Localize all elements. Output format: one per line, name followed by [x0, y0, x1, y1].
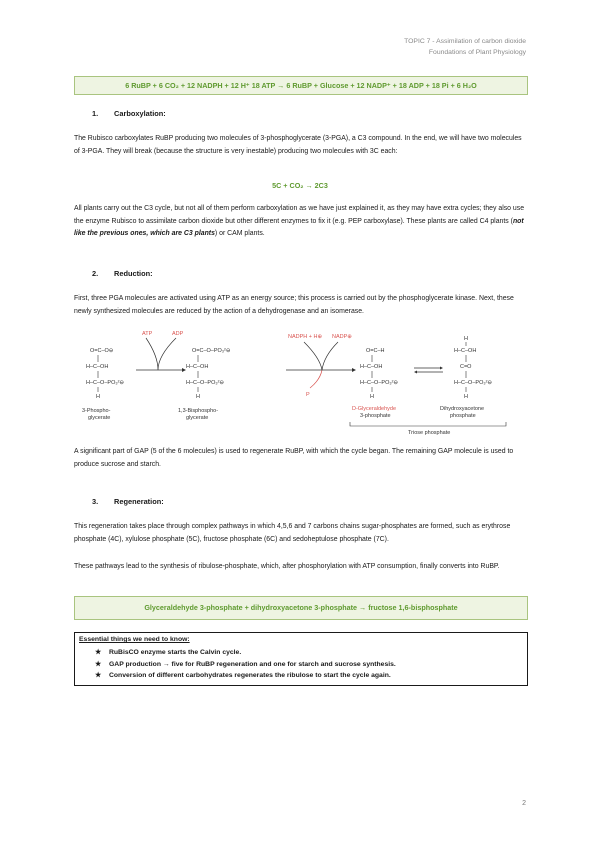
- star-icon: ★: [95, 660, 102, 668]
- carboxylation-paragraph: The Rubisco carboxylates RuBP producing two molecules of 3-phosphoglycerate (3-PGA), a C3 compound. In the end, we will have two molecules of 3-PGA. They will break (because the structure is very inestable) producing two molecules with 3C each:: [74, 135, 522, 155]
- essential-item-text: GAP production → five for RuBP regeneration and one for starch and sucrose synthesis.: [109, 660, 396, 668]
- svg-text:H–C–OH: H–C–OH: [86, 364, 109, 370]
- header-topic: TOPIC 7 - Assimilation of carbon dioxide: [404, 38, 526, 45]
- reduction-pathway-diagram: [74, 326, 526, 436]
- essential-item-text: RuBisCO enzyme starts the Calvin cycle.: [109, 649, 242, 656]
- adp-label: ADP: [172, 331, 184, 337]
- essential-item-text: Conversion of different carbohydrates regenerates the ribulose to start the cycle again.: [109, 672, 391, 679]
- gap-usage-paragraph: A significant part of GAP (5 of the 6 molecules) is used to regenerate RuBP, with which the cycle began. The remaining GAP molecule is used to produce sucrose and starch.: [74, 448, 514, 468]
- svg-text:H–C–OH: H–C–OH: [186, 364, 209, 370]
- star-icon: ★: [95, 672, 102, 679]
- phosphoglycerate-label-1: 3-Phospho-: [82, 408, 111, 414]
- section-number: 1.: [92, 109, 99, 118]
- svg-text:H–C–OH: H–C–OH: [454, 348, 477, 354]
- phosphate-label: P: [306, 392, 310, 398]
- c4-text-italic: not like the previous ones, which are C3 plants: [74, 217, 524, 237]
- svg-text:O=C–H: O=C–H: [366, 348, 385, 354]
- bisphosphoglycerate-label-2: glycerate: [186, 415, 209, 421]
- glyceraldehyde-label-2: 3-phosphate: [360, 413, 391, 419]
- c4-text-end: ) or CAM plants.: [214, 230, 265, 237]
- dihydroxyacetone-label-2: phosphate: [450, 413, 476, 419]
- glyceraldehyde-structure: [360, 348, 398, 400]
- c4-text-start: All plants carry out the C3 cycle, but not all of them perform carboxylation as we have just explained it, as they may have extra cycles; they also use the enzyme Rubisco to assimilate carbon dioxide but other different enzymes to fix it (e.g. PEP carboxylase). These plants are called C4 plants (: [74, 205, 525, 225]
- svg-text:O=C–O⊖: O=C–O⊖: [90, 348, 114, 354]
- dihydroxyacetone-label-1: Dihydroxyacetone: [440, 406, 485, 412]
- isomerase-forward-arrowhead: [440, 367, 443, 370]
- essentials-list: [95, 647, 396, 682]
- glyceraldehyde-label-1: D-Glyceraldehyde: [352, 406, 397, 412]
- reduction-paragraph: First, three PGA molecules are activated using ATP as an energy source; this process is carried out by the phosphoglycerate kinase. Next, these newly synthesized molecules are reduced by the action of a dehydrogenase and an isomerase.: [74, 295, 514, 315]
- svg-text:H–C–O–PO₃²⊖: H–C–O–PO₃²⊖: [360, 380, 399, 386]
- svg-text:O=C–O–PO₃²⊖: O=C–O–PO₃²⊖: [192, 348, 231, 354]
- section-title: Regeneration:: [114, 497, 164, 506]
- section-title: Reduction:: [114, 269, 153, 278]
- overall-equation: 6 RuBP + 6 CO₂ + 12 NADPH + 12 H⁺ 18 ATP → 6 RuBP + Glucose + 12 NADP⁺ + 18 ADP + 18 Pi + 6 H₂O: [125, 81, 477, 90]
- svg-text:H: H: [464, 336, 468, 342]
- regeneration-paragraph: This regeneration takes place through complex pathways in which 4,5,6 and 7 carbons chains sugar-phosphates are formed, such as erythrose phosphate (4C), xylulose phosphate (5C), fructose phosphate (6C) and sedoheptulose phosphate (7C).: [74, 523, 511, 543]
- overall-equation-box: [74, 76, 528, 95]
- svg-text:H–C–O–PO₃²⊖: H–C–O–PO₃²⊖: [454, 380, 493, 386]
- list-item: [95, 659, 396, 671]
- svg-text:H–C–O–PO₃²⊖: H–C–O–PO₃²⊖: [186, 380, 225, 386]
- section-heading-regeneration: [92, 497, 164, 506]
- phosphoglycerate-structure: [86, 348, 124, 400]
- isomerase-reverse-arrowhead: [414, 371, 417, 374]
- section-number: 2.: [92, 269, 99, 278]
- triose-phosphate-label: Triose phosphate: [408, 430, 451, 436]
- section-title: Carboxylation:: [114, 109, 166, 118]
- dehydrogenase-arrowhead: [352, 368, 356, 372]
- c4-plants-paragraph: [74, 203, 528, 241]
- ribulose-paragraph: These pathways lead to the synthesis of ribulose-phosphate, which, after phosphorylation with ATP consumption, finally converts into RuBP.: [74, 563, 500, 570]
- fructose-equation: Glyceraldehyde 3-phosphate + dihydroxyacetone 3-phosphate → fructose 1,6-bisphosphate: [144, 603, 458, 612]
- dihydroxyacetone-structure: [454, 336, 492, 400]
- svg-text:H: H: [370, 394, 374, 400]
- svg-text:H–C–O–PO₃²⊖: H–C–O–PO₃²⊖: [86, 380, 125, 386]
- section-number: 3.: [92, 497, 99, 506]
- page-number: 2: [522, 800, 526, 807]
- list-item: [95, 647, 396, 659]
- section-heading-carboxylation: [92, 109, 166, 118]
- svg-text:H: H: [96, 394, 100, 400]
- essentials-box: [74, 632, 528, 686]
- fructose-equation-box: [74, 596, 528, 620]
- svg-text:H: H: [196, 394, 200, 400]
- star-icon: ★: [95, 649, 102, 656]
- svg-text:H–C–OH: H–C–OH: [360, 364, 383, 370]
- phosphate-release-curve: [310, 370, 322, 388]
- phosphoglycerate-label-2: glycerate: [88, 415, 111, 421]
- triose-bracket: [350, 422, 506, 426]
- header-course: Foundations of Plant Physiology: [428, 49, 526, 56]
- svg-text:H: H: [464, 394, 468, 400]
- section-heading-reduction: [92, 269, 153, 278]
- essentials-title: Essential things we need to know:: [79, 636, 190, 643]
- atp-adp-curve: [146, 338, 176, 370]
- list-item: [95, 670, 396, 682]
- atp-label: ATP: [142, 331, 153, 337]
- svg-text:C=O: C=O: [460, 364, 472, 370]
- bisphosphoglycerate-structure: [186, 348, 231, 400]
- nadp-label: NADP⊕: [332, 334, 352, 340]
- nadph-curve: [304, 342, 338, 370]
- nadph-label: NADPH + H⊕: [288, 334, 323, 340]
- carbon-equation: 5C + CO₂ → 2C3: [272, 181, 328, 190]
- bisphosphoglycerate-label-1: 1,3-Bisphospho-: [178, 408, 219, 414]
